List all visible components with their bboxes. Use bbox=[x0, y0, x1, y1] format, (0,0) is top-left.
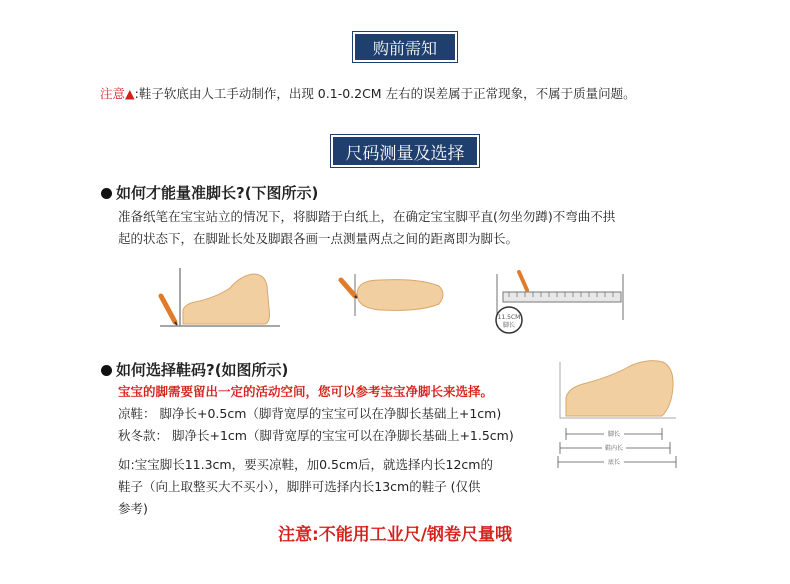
section1-heading-text: 如何才能量准脚长?(下图所示) bbox=[116, 184, 319, 202]
section1-line-1: 准备纸笔在宝宝站立的情况下，将脚踏于白纸上，在确定宝宝脚平直(勿坐勿蹲)不弯曲不拱 bbox=[118, 209, 616, 224]
section1-paragraph bbox=[118, 206, 615, 250]
dim-label-inner: 鞋内长 bbox=[604, 445, 624, 452]
bullet-icon bbox=[101, 365, 112, 376]
section1-line-2: 起的状态下，在脚趾长处及脚跟各画一点测量两点之间的距离即为脚长。 bbox=[118, 231, 519, 246]
example-paragraph bbox=[118, 454, 493, 520]
section2-heading-text: 如何选择鞋码?(如图所示) bbox=[116, 361, 289, 379]
section1-heading bbox=[101, 182, 318, 203]
winter-shoe-rule: 秋冬款： 脚净长+1cm（脚背宽厚的宝宝可以在净脚长基础上+1.5cm) bbox=[118, 428, 514, 443]
summer-shoe-rule: 凉鞋： 脚净长+0.5cm（脚背宽厚的宝宝可以在净脚长基础上+1cm) bbox=[118, 406, 502, 421]
example-line-3: 参考) bbox=[118, 501, 148, 516]
final-warning: 注意:不能用工业尺/钢卷尺量哦 bbox=[277, 525, 512, 545]
dim-label-foot: 脚长 bbox=[607, 431, 621, 438]
banner-before-purchase: 购前需知 bbox=[355, 34, 455, 60]
foot-dimension-illustration bbox=[558, 358, 688, 473]
foot-top-illustration bbox=[335, 272, 455, 322]
ruler-label-size: 11.5CM bbox=[497, 314, 521, 321]
foot-side-illustration bbox=[155, 268, 285, 338]
notice-text: :鞋子软底由人工手动制作，出现 0.1-0.2CM 左右的误差属于正常现象，不属于质量问题。 bbox=[134, 86, 636, 101]
dim-label-sole: 底长 bbox=[607, 459, 621, 466]
notice-line bbox=[100, 84, 636, 102]
bullet-icon bbox=[101, 188, 112, 199]
section2-heading bbox=[101, 359, 288, 380]
example-line-2: 鞋子（向上取整买大不买小），脚胖可选择内长13cm的鞋子 (仅供 bbox=[118, 479, 481, 494]
notice-prefix: 注意▲ bbox=[100, 86, 135, 101]
ruler-label-foot: 脚长 bbox=[502, 322, 516, 329]
example-line-1: 如:宝宝脚长11.3cm，要买凉鞋，加0.5cm后，就选择内长12cm的 bbox=[118, 457, 493, 472]
section2-red-line: 宝宝的脚需要留出一定的活动空间，您可以参考宝宝净脚长来选择。 bbox=[118, 384, 494, 399]
section2-paragraph bbox=[118, 381, 514, 447]
banner-size-measure: 尺码测量及选择 bbox=[333, 137, 477, 165]
ruler-illustration bbox=[495, 270, 630, 345]
